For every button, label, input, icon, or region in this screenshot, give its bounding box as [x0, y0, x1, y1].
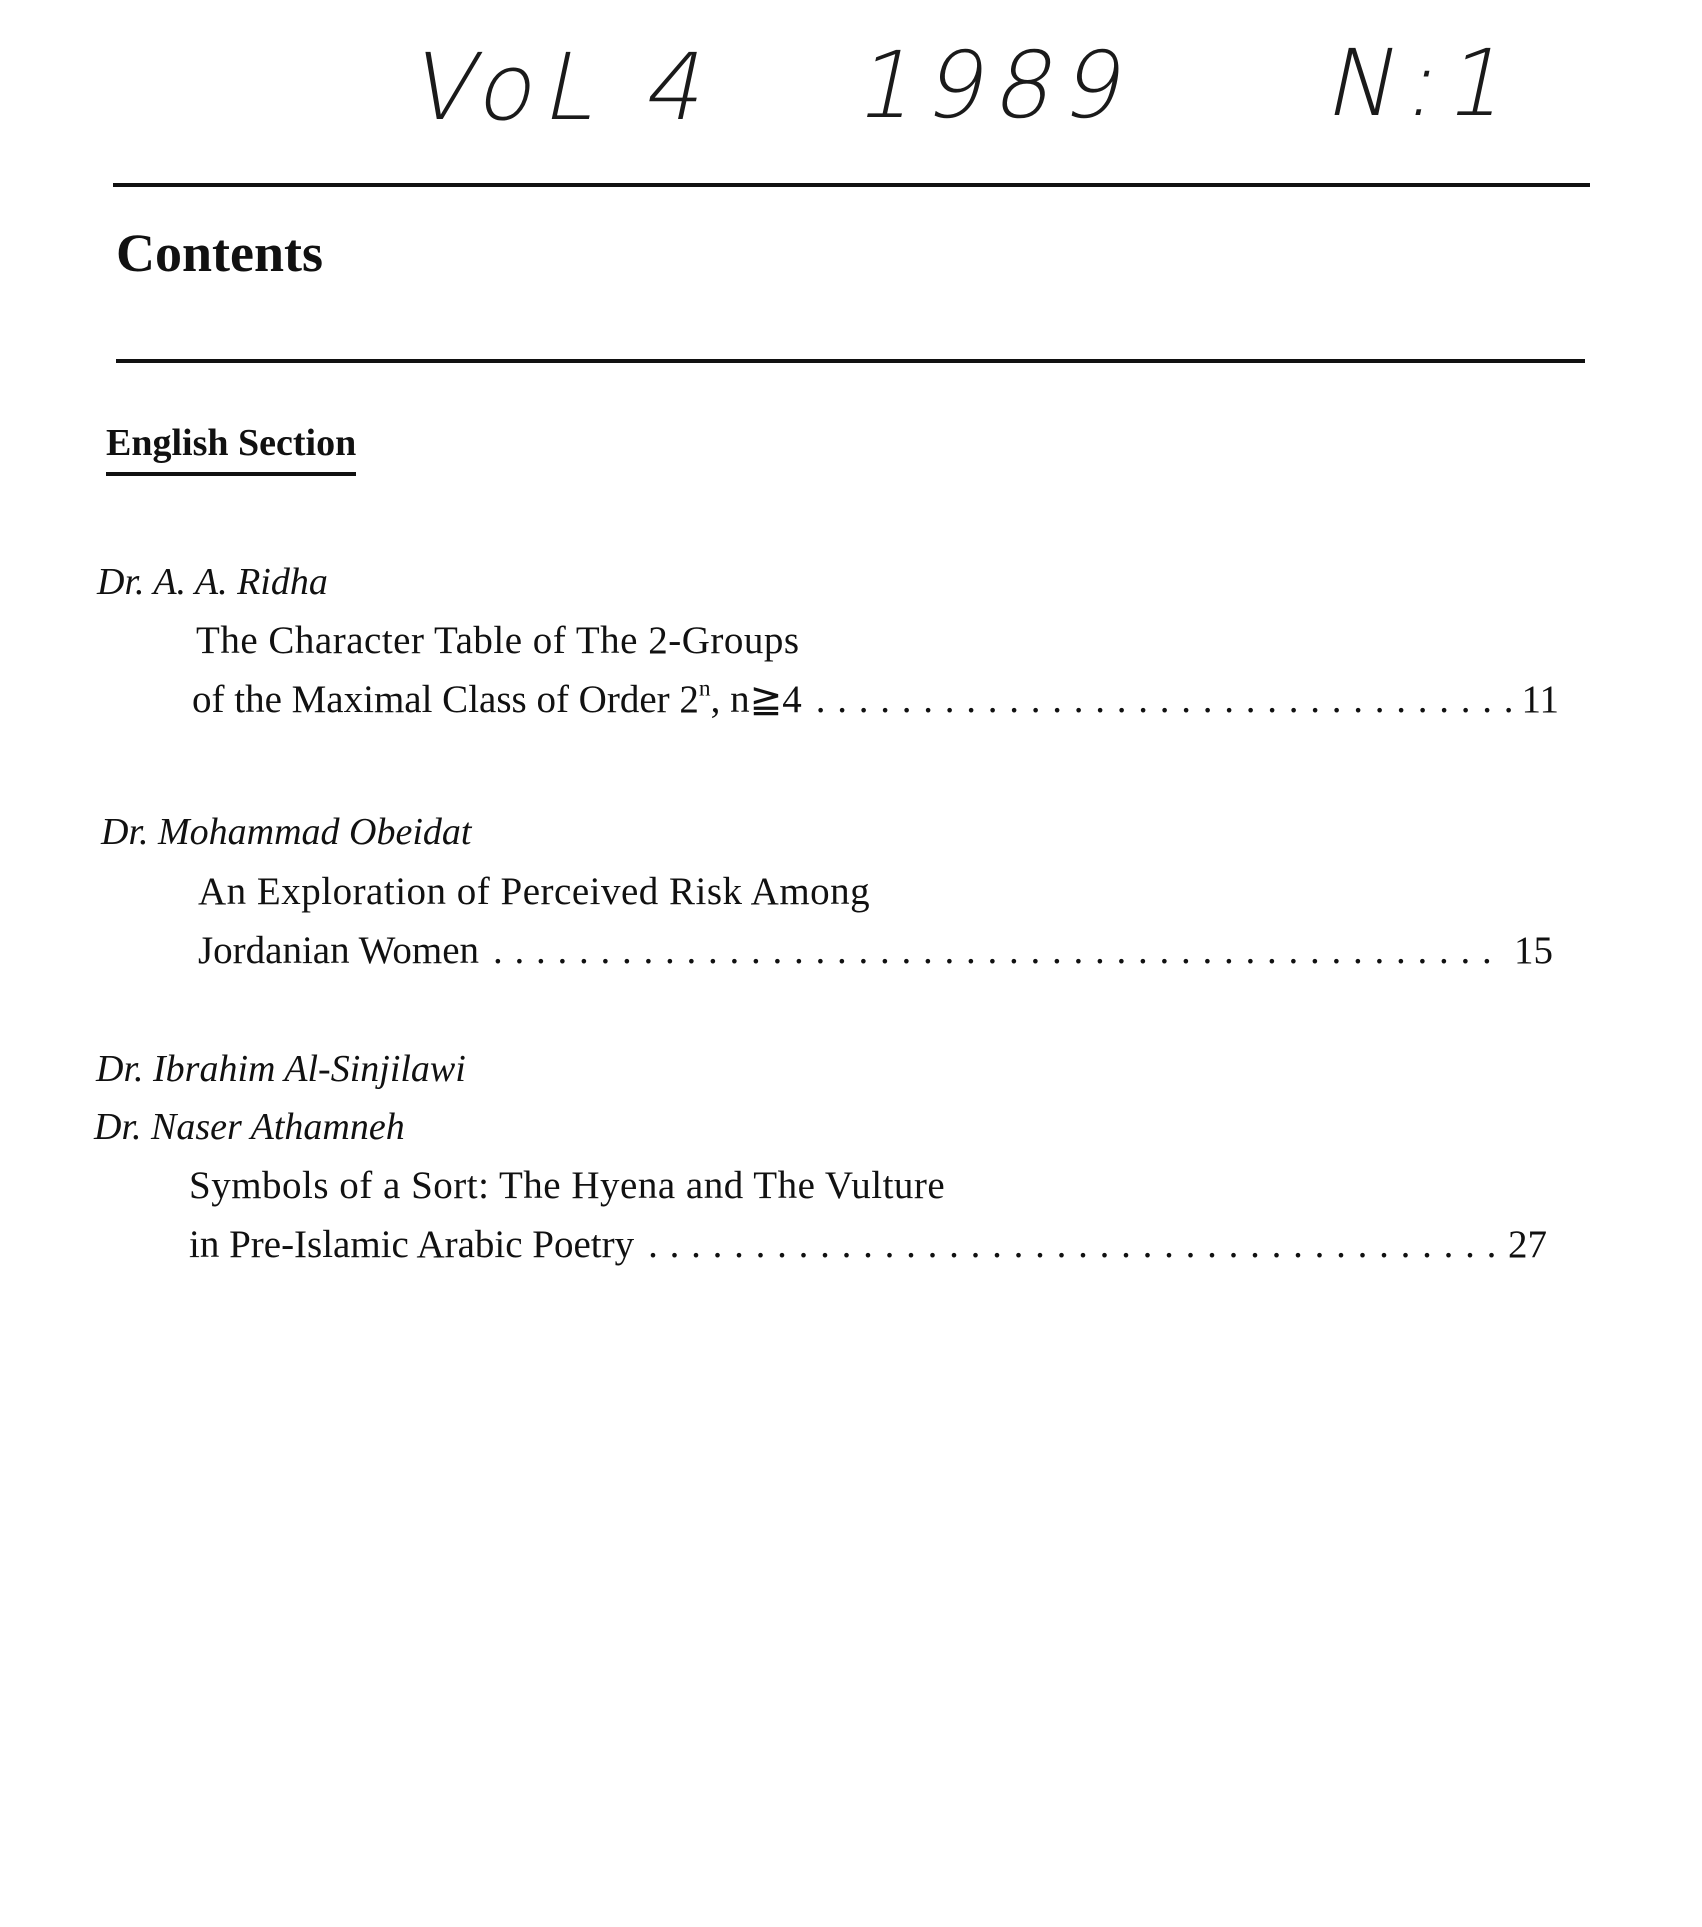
leader-dots [493, 931, 1504, 970]
leader-dots [648, 1225, 1498, 1264]
entry-1-title-line-2: of the Maximal Class of Order 2$^n$, n≧4 [192, 675, 802, 721]
entry-3-title-line-2: in Pre-Islamic Arabic Poetry [189, 1223, 635, 1266]
entry-1-toc-line[interactable] [192, 675, 1559, 721]
entry-2-toc-line[interactable] [198, 931, 1553, 970]
section-heading: English Section [106, 424, 356, 476]
entry-3-author-1: Dr. Ibrahim Al-Sinjilawi [96, 1048, 466, 1090]
title-rule [116, 359, 1585, 363]
page-title: Contents [116, 223, 324, 283]
entry-2-page-number: 15 [1514, 929, 1553, 972]
entry-3-author-2: Dr. Naser Athamneh [94, 1106, 405, 1148]
entry-2-author: Dr. Mohammad Obeidat [101, 811, 472, 853]
entry-3-title-line-1: Symbols of a Sort: The Hyena and The Vulture [189, 1164, 946, 1207]
handwritten-volume: VoL 4 [403, 34, 728, 141]
leader-dots [816, 680, 1512, 719]
entry-1-title-line-1: The Character Table of The 2-Groups [196, 619, 800, 662]
entry-3-toc-line[interactable] [189, 1225, 1547, 1264]
entry-1-page-number: 11 [1521, 678, 1559, 721]
handwritten-number: N:1 [1318, 30, 1530, 137]
entry-2-title-line-2: Jordanian Women [198, 929, 479, 972]
handwritten-year: 1989 [848, 32, 1146, 139]
entry-1-author: Dr. A. A. Ridha [97, 561, 328, 603]
top-rule [113, 183, 1590, 187]
entry-3-page-number: 27 [1508, 1223, 1547, 1266]
entry-2-title-line-1: An Exploration of Perceived Risk Among [198, 870, 871, 913]
